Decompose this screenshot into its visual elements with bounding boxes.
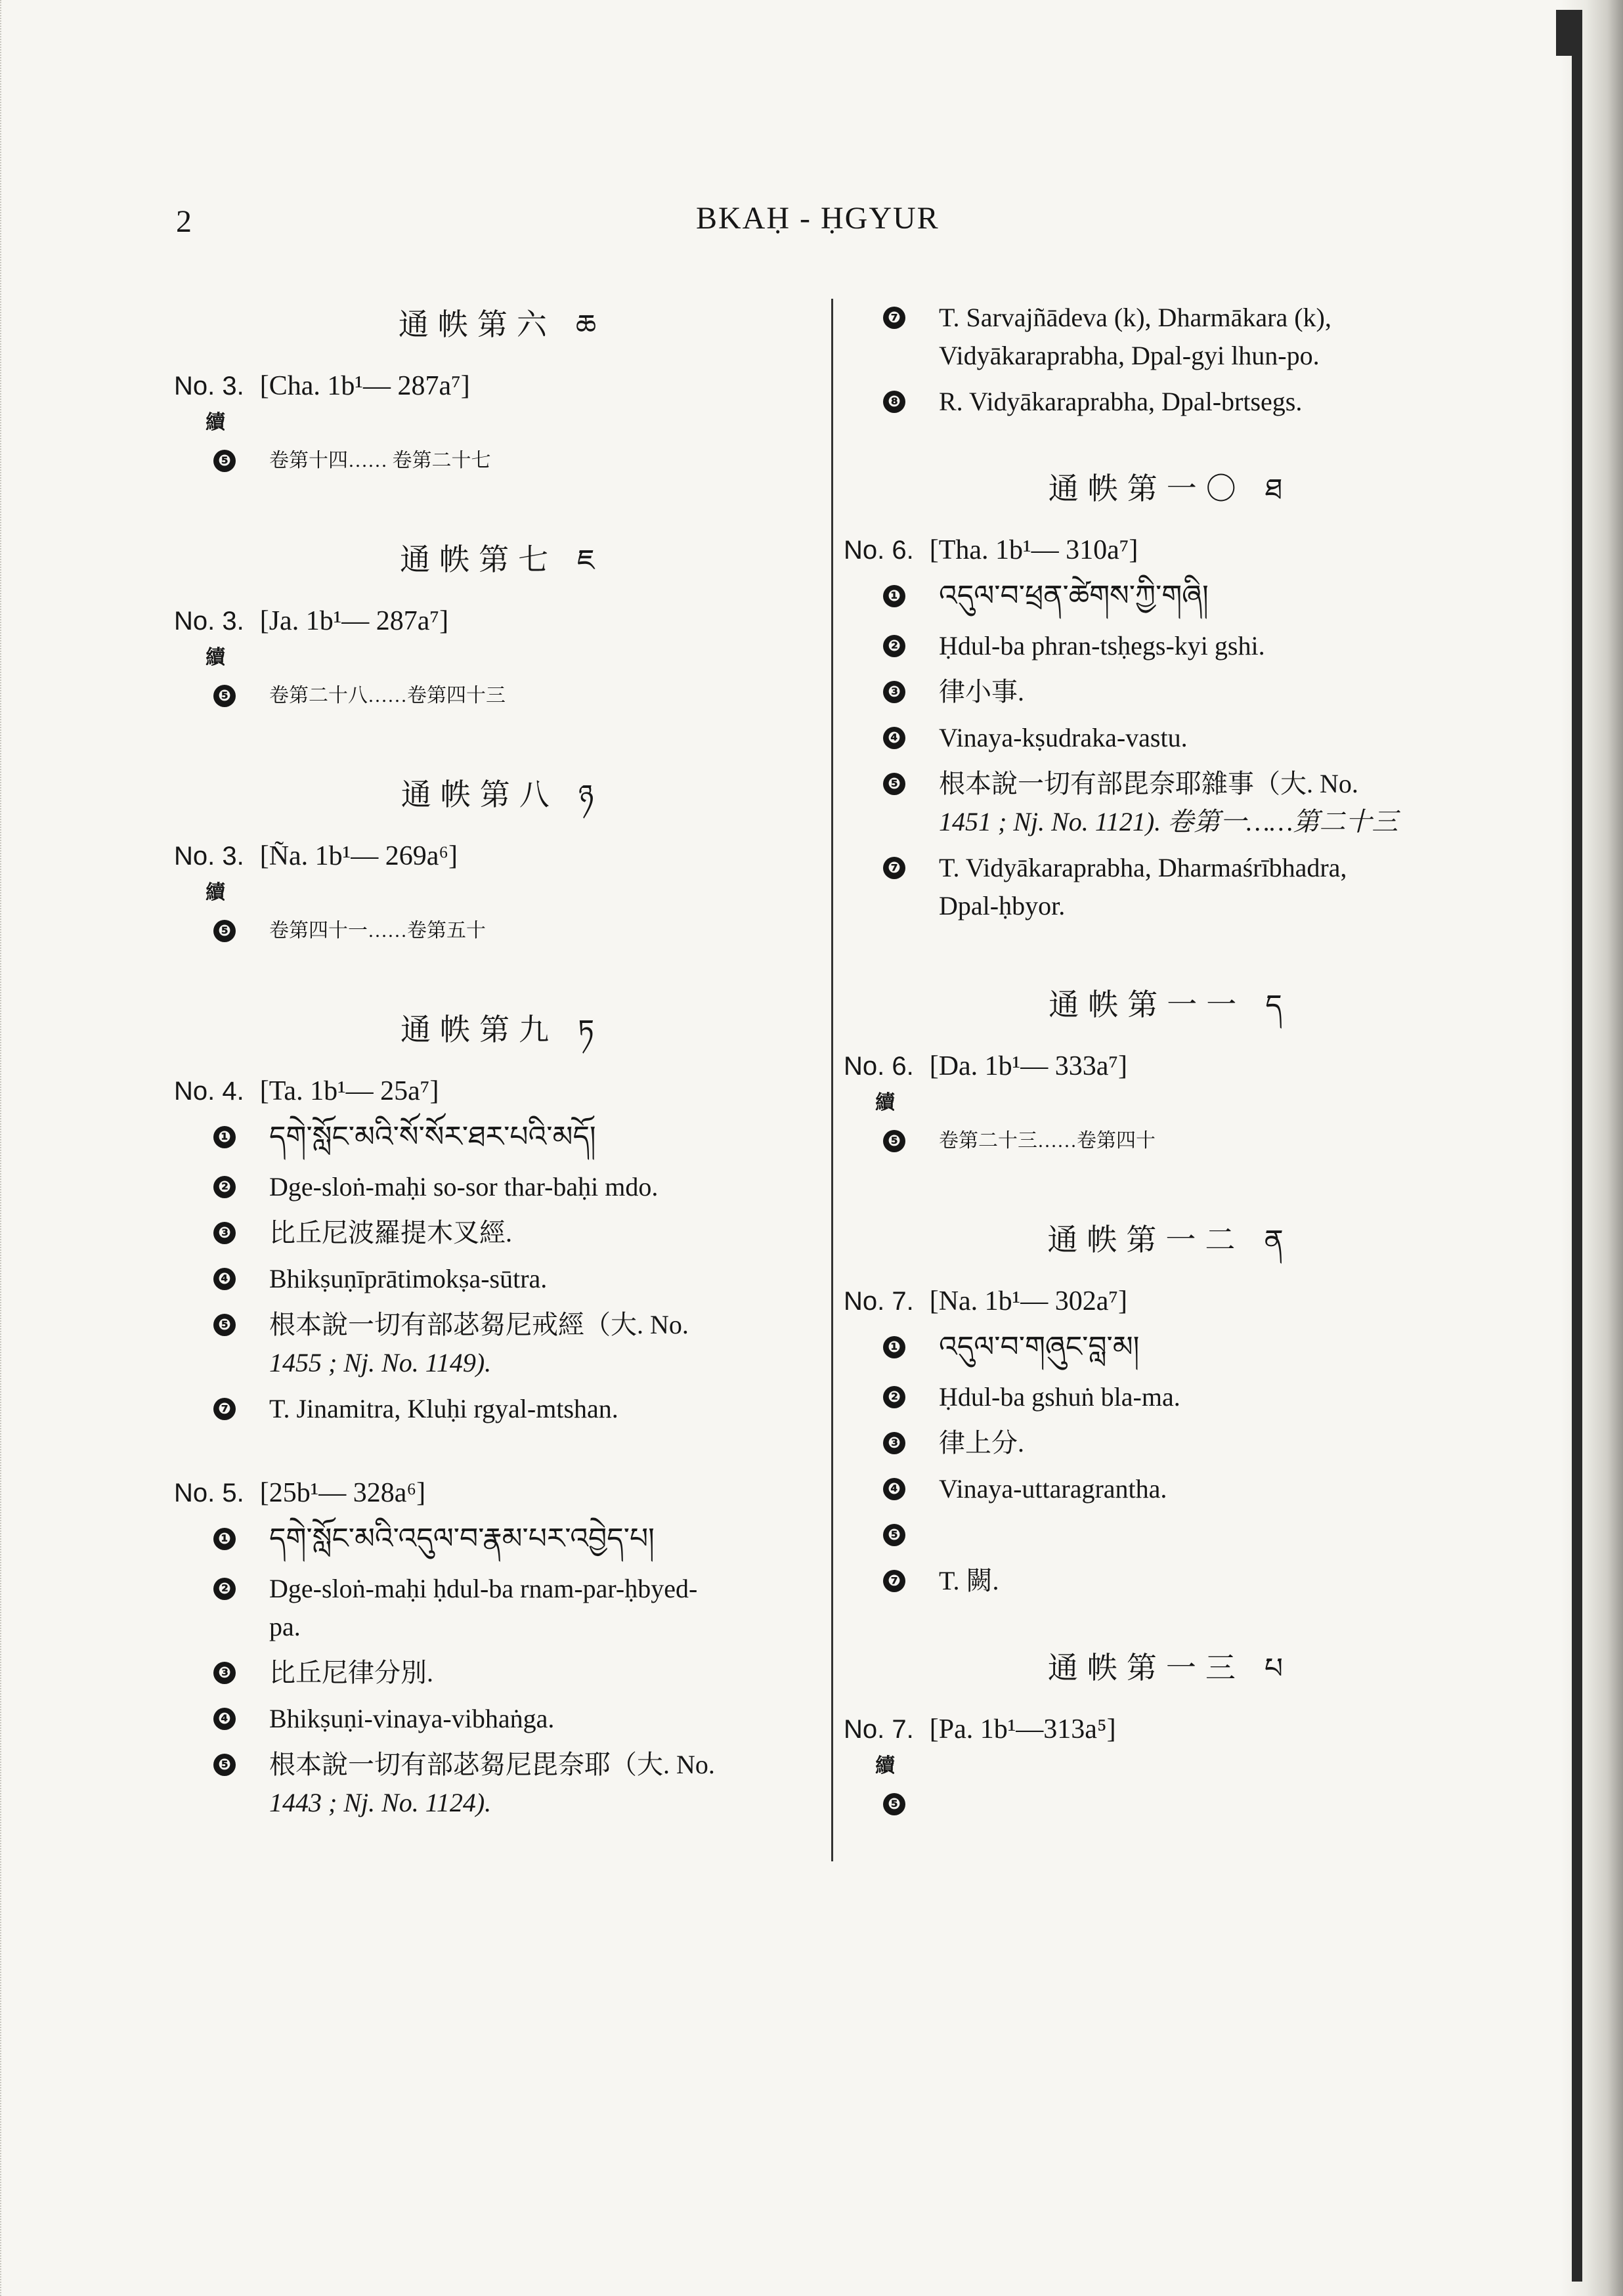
folio-range: [Da. 1b¹— 333a⁷] <box>929 1051 1128 1081</box>
entry-number: No. 3. <box>174 372 244 401</box>
line-text: 卷第二十八……卷第四十三 <box>269 685 506 706</box>
line-text: 卷第十四…… 卷第二十七 <box>269 450 491 471</box>
line-text: 根本說一切有部苾芻尼毘奈耶（大. No. <box>269 1750 715 1779</box>
sanskrit-title-line <box>844 1470 1487 1508</box>
marker-5: ❺ <box>213 450 236 472</box>
folio-range: [Na. 1b¹— 302a⁷] <box>929 1286 1128 1316</box>
line-text: 律小事. <box>939 677 1024 706</box>
line-text: 根本說一切有部毘奈耶雜事（大. No. <box>939 769 1358 798</box>
line-text: 卷第二十三……卷第四十 <box>939 1130 1156 1152</box>
marker-4: ❹ <box>213 1268 236 1290</box>
binding-shadow <box>1572 10 1582 2282</box>
section-tibetan-letter: ཐ <box>1265 473 1283 506</box>
marker-8: ❽ <box>883 391 905 413</box>
line-text-cont: Dpal-ḥbyor. <box>939 891 1066 921</box>
line-text: Bhikṣuṇīprātimokṣa-sūtra. <box>269 1264 548 1293</box>
section-title <box>844 1642 1487 1695</box>
section-title-text: 通帙第一二 <box>1047 1223 1245 1257</box>
line-text-cont: 1455 ; Nj. No. 1149). <box>269 1348 492 1377</box>
folio-range: [Tha. 1b¹— 310a⁷] <box>929 535 1138 565</box>
continued-mark: 續 <box>206 412 225 433</box>
continued-mark: 續 <box>875 1092 895 1114</box>
line-text: 卷第四十一……卷第五十 <box>269 920 486 942</box>
tibetan-title-line <box>174 1516 821 1562</box>
marker-5: ❺ <box>883 773 905 795</box>
line-text: T. Jinamitra, Kluḥi rgyal-mtshan. <box>269 1394 618 1423</box>
marker-1: ❶ <box>883 585 905 607</box>
marker-2: ❷ <box>883 1386 905 1408</box>
line-text: 律上分. <box>939 1428 1024 1458</box>
marker-5: ❺ <box>213 1754 236 1776</box>
left-column <box>174 299 821 1830</box>
translators-line <box>844 849 1487 925</box>
revisers-line <box>844 383 1487 421</box>
transliteration-line <box>174 1168 821 1206</box>
section-tibetan-letter: ཉ <box>578 779 594 812</box>
section-title-text: 通帙第七 <box>400 543 558 576</box>
continued-mark: 續 <box>206 647 225 668</box>
line-text: དགེ་སློང་མའི་འདུལ་བ་རྣམ་པར་འབྱེད་པ། <box>269 1522 655 1555</box>
line-text: དགེ་སློང་མའི་སོ་སོར་ཐར་པའི་མདོ། <box>269 1120 596 1154</box>
chinese-title-line <box>174 1214 821 1252</box>
section-title-text: 通帙第六 <box>398 308 556 341</box>
marker-4: ❹ <box>883 727 905 749</box>
line-text: Dge-sloṅ-maḥi ḥdul-ba rnam-par-ḥbyed- <box>269 1574 698 1603</box>
column-divider <box>831 299 833 1861</box>
marker-7: ❼ <box>883 857 905 879</box>
section-title-text: 通帙第八 <box>400 778 559 812</box>
entry-number: No. 4. <box>174 1077 244 1106</box>
entry-header <box>174 363 821 409</box>
marker-5: ❺ <box>883 1130 905 1152</box>
entry-header <box>844 1706 1487 1752</box>
folio-range: [Ta. 1b¹— 25a⁷] <box>259 1076 439 1106</box>
marker-5: ❺ <box>213 685 236 707</box>
scan-edge-right <box>1561 0 1623 2296</box>
section-title-text: 通帙第一一 <box>1049 988 1246 1022</box>
chinese-fascicle-line <box>844 1122 1487 1160</box>
line-text: T. Sarvajñādeva (k), Dharmākara (k), <box>939 303 1331 332</box>
folio-range: [Cha. 1b¹— 287a⁷] <box>259 371 470 401</box>
entry-header <box>174 1470 821 1516</box>
marker-5: ❺ <box>883 1793 905 1815</box>
marker-1: ❶ <box>883 1336 905 1358</box>
chinese-fascicle-line <box>174 677 821 715</box>
section-title <box>174 299 821 351</box>
marker-2: ❷ <box>213 1578 236 1600</box>
line-text: འདུལ་བ་གཞུང་བླ་མ། <box>939 1330 1140 1364</box>
chinese-reference-line <box>844 1516 1487 1554</box>
line-text: འདུལ་བ་ཕྲན་ཚེགས་ཀྱི་གཞི། <box>939 579 1209 613</box>
entry-header <box>174 598 821 644</box>
chinese-fascicle-line <box>174 912 821 950</box>
continued-mark: 續 <box>875 1755 895 1777</box>
section-tibetan-letter: ཏ <box>578 1014 594 1047</box>
line-text-cont: 1451 ; Nj. No. 1121). 卷第一……第二十三 <box>939 807 1398 836</box>
sanskrit-title-line <box>174 1260 821 1298</box>
page-number: 2 <box>176 204 192 239</box>
line-text: Vinaya-uttaragrantha. <box>939 1474 1167 1504</box>
marker-7: ❼ <box>883 1570 905 1592</box>
entry-number: No. 6. <box>844 1052 914 1081</box>
chinese-title-line <box>844 1424 1487 1462</box>
folio-range: [25b¹— 328a⁶] <box>259 1478 426 1508</box>
entry-header <box>174 833 821 879</box>
transliteration-line <box>844 627 1487 665</box>
chinese-reference-line <box>174 1746 821 1822</box>
line-text-cont: 1443 ; Nj. No. 1124). <box>269 1788 492 1817</box>
marker-3: ❸ <box>213 1222 236 1244</box>
section-title-text: 通帙第一三 <box>1047 1651 1245 1685</box>
line-text: R. Vidyākaraprabha, Dpal-brtsegs. <box>939 387 1303 416</box>
line-text: 根本說一切有部苾芻尼戒經（大. No. <box>269 1310 689 1339</box>
section-title <box>844 1214 1487 1267</box>
line-text: Vinaya-kṣudraka-vastu. <box>939 723 1188 752</box>
translators-line <box>844 1562 1487 1600</box>
section-title <box>174 1004 821 1056</box>
translators-line <box>174 1390 821 1428</box>
entry-number: No. 6. <box>844 536 914 565</box>
section-title <box>844 463 1487 515</box>
transliteration-line <box>174 1570 821 1646</box>
binding-shadow-top <box>1556 10 1582 56</box>
entry-header <box>844 527 1487 573</box>
line-text-cont: pa. <box>269 1612 301 1641</box>
entry-header <box>174 1068 821 1114</box>
tibetan-title-line <box>174 1114 821 1160</box>
section-tibetan-letter: པ <box>1264 1653 1284 1685</box>
entry-number: No. 7. <box>844 1287 914 1316</box>
marker-5: ❺ <box>883 1524 905 1546</box>
chinese-reference-line <box>174 1306 821 1382</box>
section-title <box>174 769 821 821</box>
tibetan-title-line <box>844 573 1487 619</box>
running-head: BKAḤ - ḤGYUR <box>696 201 940 236</box>
chinese-title-line <box>174 1654 821 1692</box>
chinese-fascicle-line <box>174 442 821 480</box>
line-text: T. Vidyākaraprabha, Dharmaśrībhadra, <box>939 853 1347 882</box>
marker-4: ❹ <box>213 1708 236 1730</box>
entry-number: No. 3. <box>174 607 244 636</box>
folio-range: [Ja. 1b¹— 287a⁷] <box>259 606 449 636</box>
marker-3: ❸ <box>883 681 905 703</box>
line-text: T. 闕. <box>939 1566 999 1595</box>
chinese-title-line <box>844 673 1487 711</box>
section-title-text: 通帙第九 <box>400 1013 558 1047</box>
translators-line <box>844 299 1487 375</box>
sanskrit-title-line <box>174 1700 821 1738</box>
marker-3: ❸ <box>883 1432 905 1454</box>
marker-2: ❷ <box>883 635 905 657</box>
folio-range: [Ña. 1b¹— 269a⁶] <box>259 841 458 871</box>
line-text: Ḥdul-ba gshuṅ bla-ma. <box>939 1382 1180 1412</box>
section-title-text: 通帙第一〇 <box>1048 472 1245 506</box>
entry-number: No. 3. <box>174 842 244 871</box>
marker-7: ❼ <box>213 1398 236 1420</box>
right-column <box>844 299 1487 1831</box>
marker-1: ❶ <box>213 1528 236 1550</box>
marker-5: ❺ <box>213 1314 236 1336</box>
transliteration-line <box>844 1378 1487 1416</box>
line-text: 比丘尼波羅提木叉經. <box>269 1218 512 1247</box>
marker-2: ❷ <box>213 1176 236 1198</box>
chinese-reference-line <box>844 765 1487 841</box>
scan-margin-left <box>0 0 11 2296</box>
line-text: Bhikṣuṇi-vinaya-vibhaṅga. <box>269 1704 555 1733</box>
marker-3: ❸ <box>213 1662 236 1684</box>
section-tibetan-letter: ད <box>1265 989 1282 1022</box>
sanskrit-title-line <box>844 719 1487 757</box>
line-text: 比丘尼律分別. <box>269 1658 433 1687</box>
entry-header <box>844 1278 1487 1324</box>
continued-mark: 續 <box>206 882 225 903</box>
line-text-cont: Vidyākaraprabha, Dpal-gyi lhun-po. <box>939 341 1320 370</box>
chinese-fascicle-line <box>844 1785 1487 1823</box>
line-text: Ḥdul-ba phran-tsḥegs-kyi gshi. <box>939 631 1265 661</box>
section-title <box>174 534 821 586</box>
marker-7: ❼ <box>883 307 905 329</box>
marker-5: ❺ <box>213 920 236 942</box>
folio-range: [Pa. 1b¹—313a⁵] <box>929 1714 1116 1744</box>
entry-header <box>844 1043 1487 1089</box>
section-title <box>844 979 1487 1031</box>
entry-number: No. 7. <box>844 1715 914 1744</box>
marker-4: ❹ <box>883 1478 905 1500</box>
line-text: Dge-sloṅ-maḥi so-sor thar-baḥi mdo. <box>269 1172 659 1202</box>
entry-number: No. 5. <box>174 1479 244 1507</box>
section-tibetan-letter: ན <box>1264 1224 1284 1257</box>
section-tibetan-letter: ཆ <box>575 309 597 341</box>
tibetan-title-line <box>844 1324 1487 1370</box>
section-tibetan-letter: ཇ <box>577 544 595 576</box>
marker-1: ❶ <box>213 1126 236 1148</box>
